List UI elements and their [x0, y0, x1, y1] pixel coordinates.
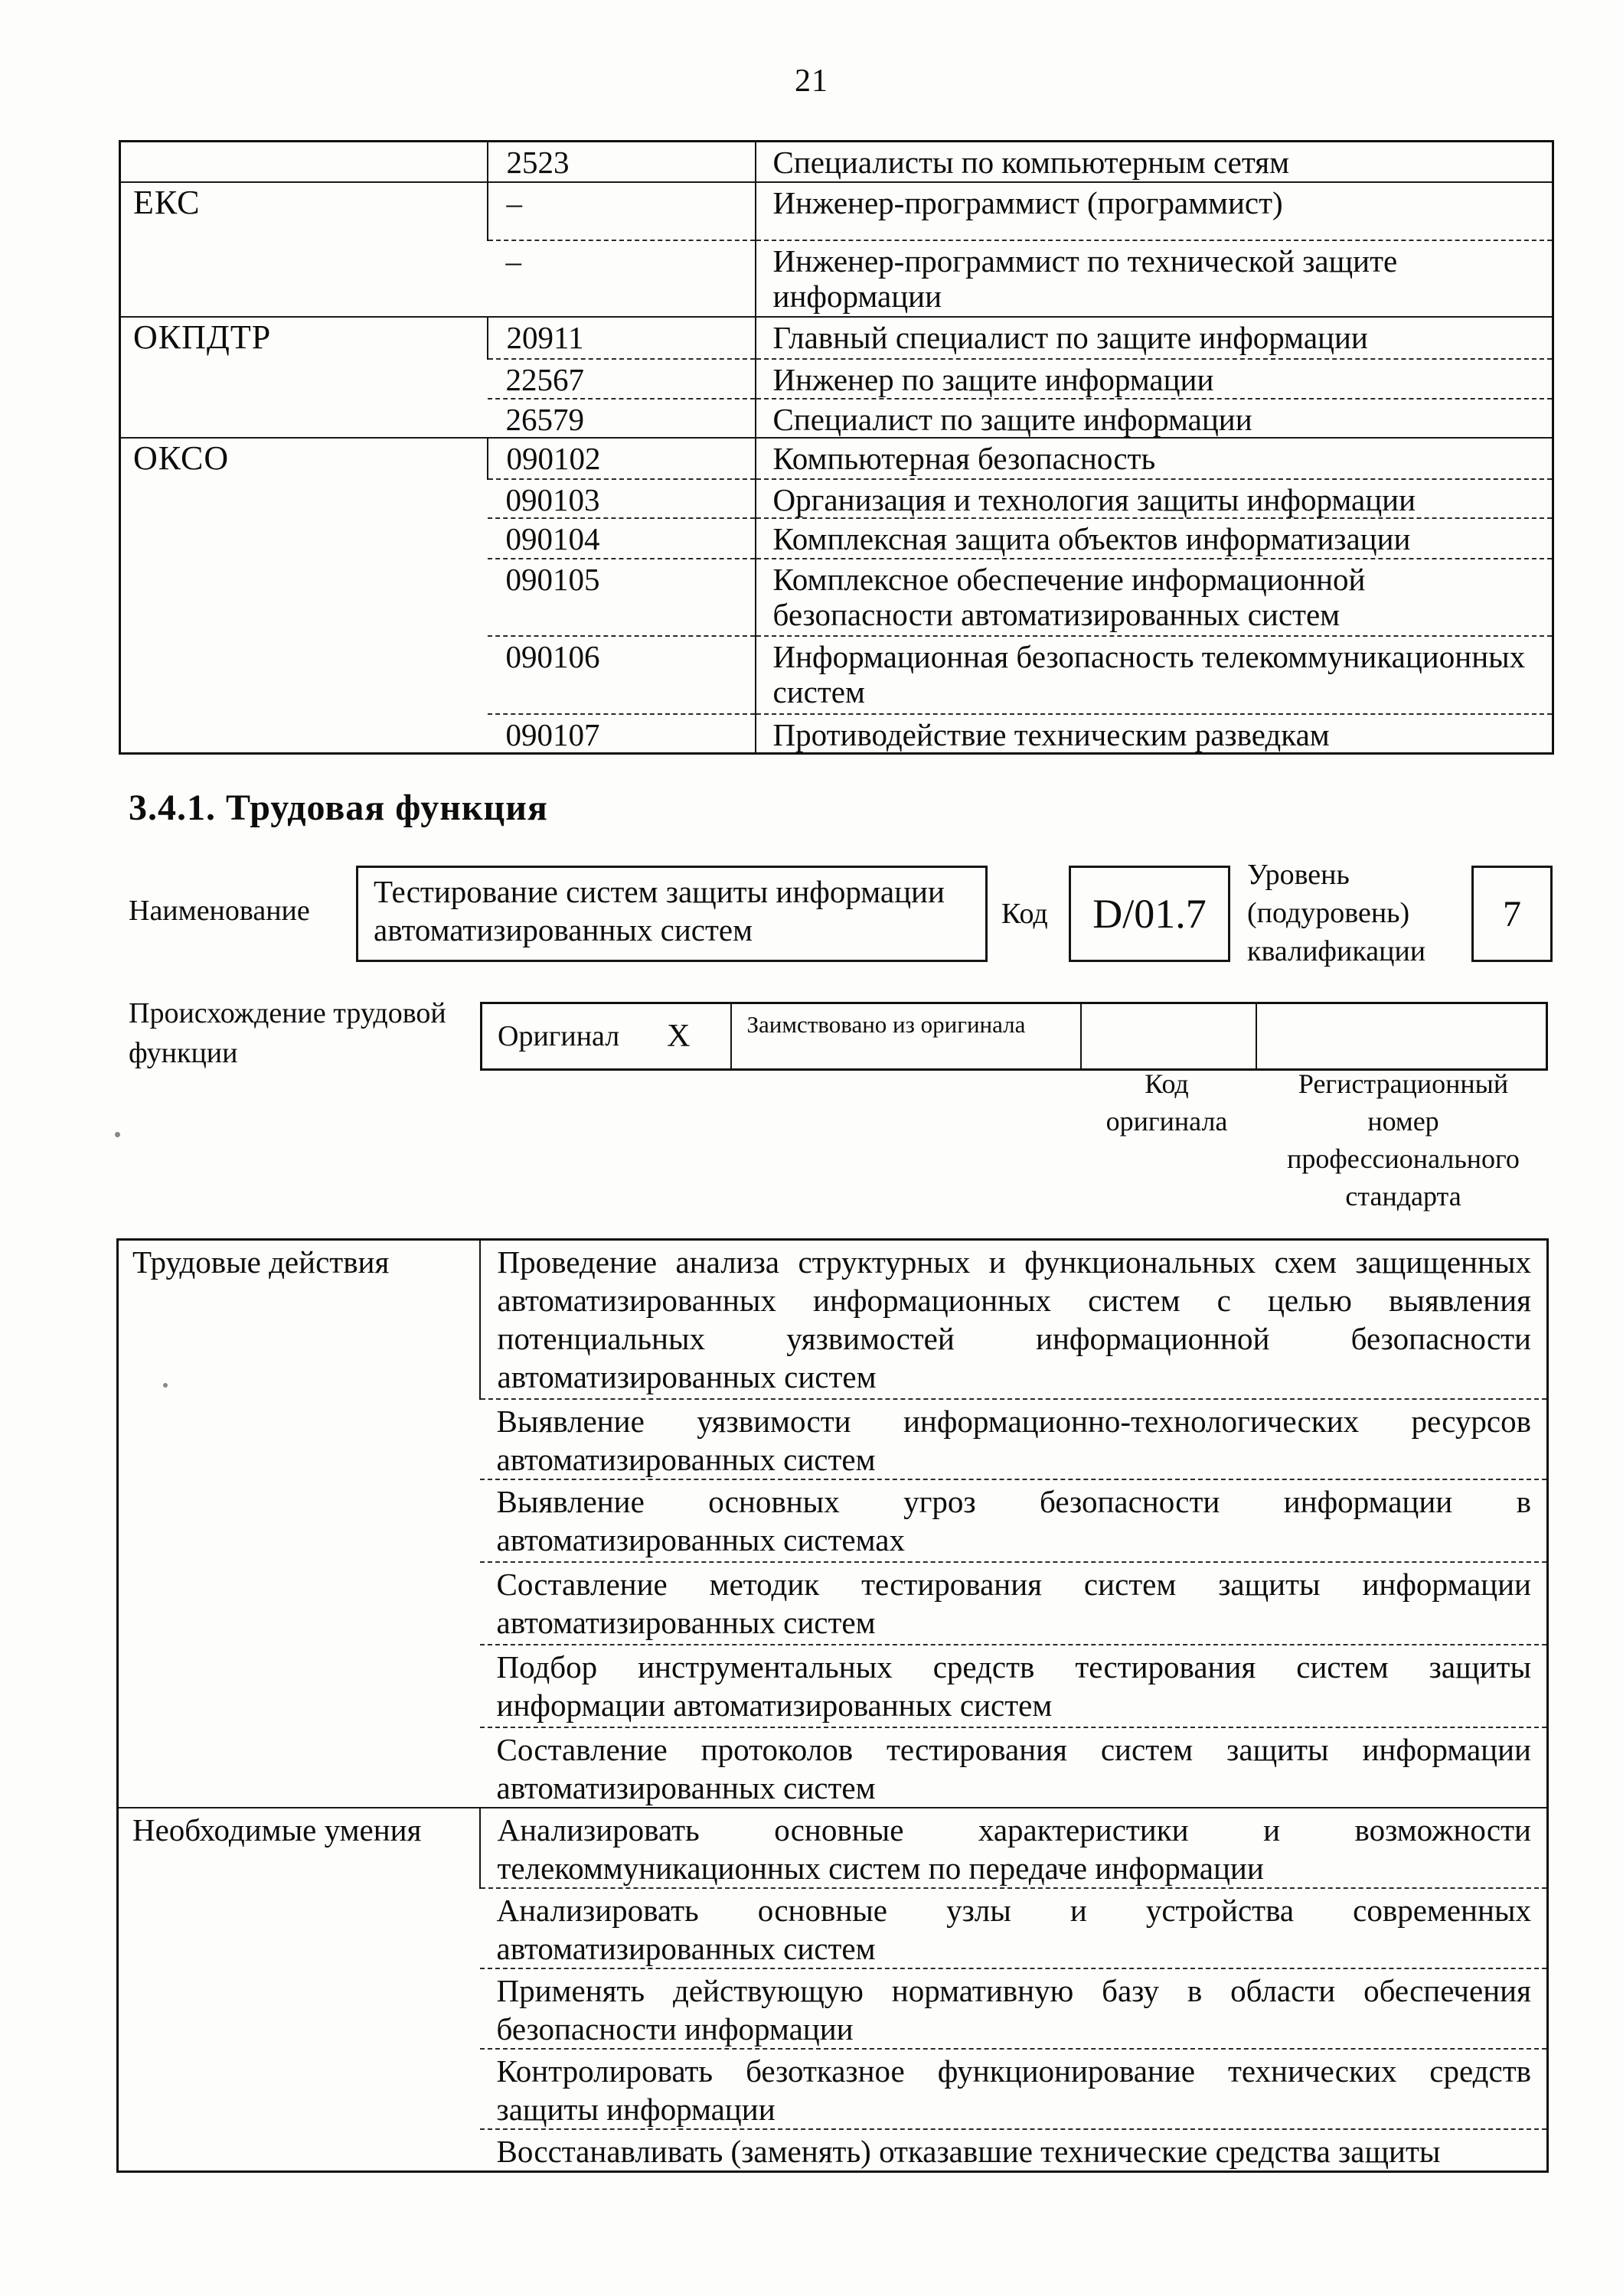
section-label-actions: Трудовые действия — [132, 1244, 390, 1280]
classifier-name: ОКПДТР — [120, 317, 488, 438]
name-label: Наименование — [129, 895, 310, 927]
table-row — [118, 1240, 1548, 1399]
scan-speck — [163, 1383, 168, 1388]
classifier-desc: Специалисты по компьютерным сетям — [756, 142, 1553, 182]
scan-speck — [115, 1132, 120, 1137]
classifier-desc: Комплексная защита объектов информатизации — [756, 518, 1553, 559]
origin-regnumber-cell — [1256, 1003, 1547, 1070]
origin-original-label: Оригинал — [498, 1020, 620, 1052]
table-row — [120, 182, 1553, 240]
classifier-code: 090106 — [488, 636, 756, 714]
code-label: Код — [1001, 898, 1048, 930]
classifier-desc: Специалист по защите информации — [756, 399, 1553, 438]
section-heading: 3.4.1. Трудовая функция — [129, 788, 548, 828]
classifier-desc: Инженер-программист (программист) — [756, 182, 1553, 240]
origin-original-mark: X — [667, 1019, 691, 1054]
action-item: Выявление основных угроз безопасности информации в автоматизированных системах — [480, 1479, 1548, 1562]
classifier-desc: Инженер-программист по технической защите информации — [756, 240, 1553, 317]
skill-item: Анализировать основные характеристики и возможности телекоммуникационных систем по передаче информации — [480, 1808, 1548, 1888]
skill-item: Анализировать основные узлы и устройства современных автоматизированных систем — [480, 1888, 1548, 1968]
classifier-table — [119, 140, 1554, 755]
function-name-box: Тестирование систем защиты информации автоматизированных систем — [356, 866, 988, 962]
origin-original-cell — [482, 1003, 731, 1070]
page-number: 21 — [795, 64, 828, 99]
table-row — [120, 317, 1553, 359]
classifier-desc: Инженер по защите информации — [756, 359, 1553, 399]
classifier-desc: Компьютерная безопасность — [756, 438, 1553, 479]
skill-item: Восстанавливать (заменять) отказавшие технические средства защиты — [480, 2129, 1548, 2172]
origin-table — [480, 1002, 1548, 1071]
classifier-desc: Организация и технология защиты информации — [756, 479, 1553, 518]
level-value-box: 7 — [1471, 866, 1553, 962]
action-item: Подбор инструментальных средств тестирования систем защиты информации автоматизированных систем — [480, 1645, 1548, 1727]
action-item: Выявление уязвимости информационно-технологических ресурсов автоматизированных систем — [480, 1399, 1548, 1479]
origin-registration-caption: Регистрационный номер профессионального стандарта — [1287, 1068, 1520, 1212]
action-item: Составление методик тестирования систем защиты информации автоматизированных систем — [480, 1562, 1548, 1645]
origin-code-caption: Код оригинала — [1105, 1068, 1228, 1137]
skill-item: Применять действующую нормативную базу в области обеспечения безопасности информации — [480, 1968, 1548, 2049]
classifier-code: 090107 — [488, 714, 756, 754]
classifier-code: 090104 — [488, 518, 756, 559]
action-item: Проведение анализа структурных и функциональных схем защищенных автоматизированных информационных систем с целью выявления потенциальных уязвимостей информационной безопасности автоматизированных систем — [480, 1240, 1548, 1399]
classifier-name: ОКСО — [120, 438, 488, 754]
classifier-name — [120, 142, 488, 182]
classifier-code: – — [488, 240, 756, 317]
table-row — [120, 438, 1553, 479]
classifier-code: 2523 — [488, 142, 756, 182]
function-table — [116, 1238, 1549, 2173]
classifier-desc: Комплексное обеспечение информационной безопасности автоматизированных систем — [756, 559, 1553, 636]
classifier-desc: Информационная безопасность телекоммуникационных систем — [756, 636, 1553, 714]
level-label: Уровень (подуровень) квалификации — [1247, 859, 1426, 967]
skill-item: Контролировать безотказное функционирование технических средств защиты информации — [480, 2049, 1548, 2129]
origin-borrowed-cell: Заимствовано из оригинала — [731, 1003, 1081, 1070]
section-label-skills: Необходимые умения — [118, 1808, 480, 2172]
classifier-code: 26579 — [488, 399, 756, 438]
table-row — [482, 1003, 1547, 1070]
table-row — [118, 1808, 1548, 1888]
classifier-code: 20911 — [488, 317, 756, 359]
table-row — [120, 142, 1553, 182]
classifier-desc: Противодействие техническим разведкам — [756, 714, 1553, 754]
origin-label: Происхождение трудовой функции — [129, 997, 446, 1069]
classifier-desc: Главный специалист по защите информации — [756, 317, 1553, 359]
origin-code-cell — [1081, 1003, 1256, 1070]
classifier-code: 090103 — [488, 479, 756, 518]
action-item: Составление протоколов тестирования систем защиты информации автоматизированных систем — [480, 1727, 1548, 1808]
classifier-code: 090102 — [488, 438, 756, 479]
function-code-box: D/01.7 — [1069, 866, 1230, 962]
classifier-code: 22567 — [488, 359, 756, 399]
classifier-name: ЕКС — [120, 182, 488, 317]
classifier-code: 090105 — [488, 559, 756, 636]
classifier-code: – — [488, 182, 756, 240]
